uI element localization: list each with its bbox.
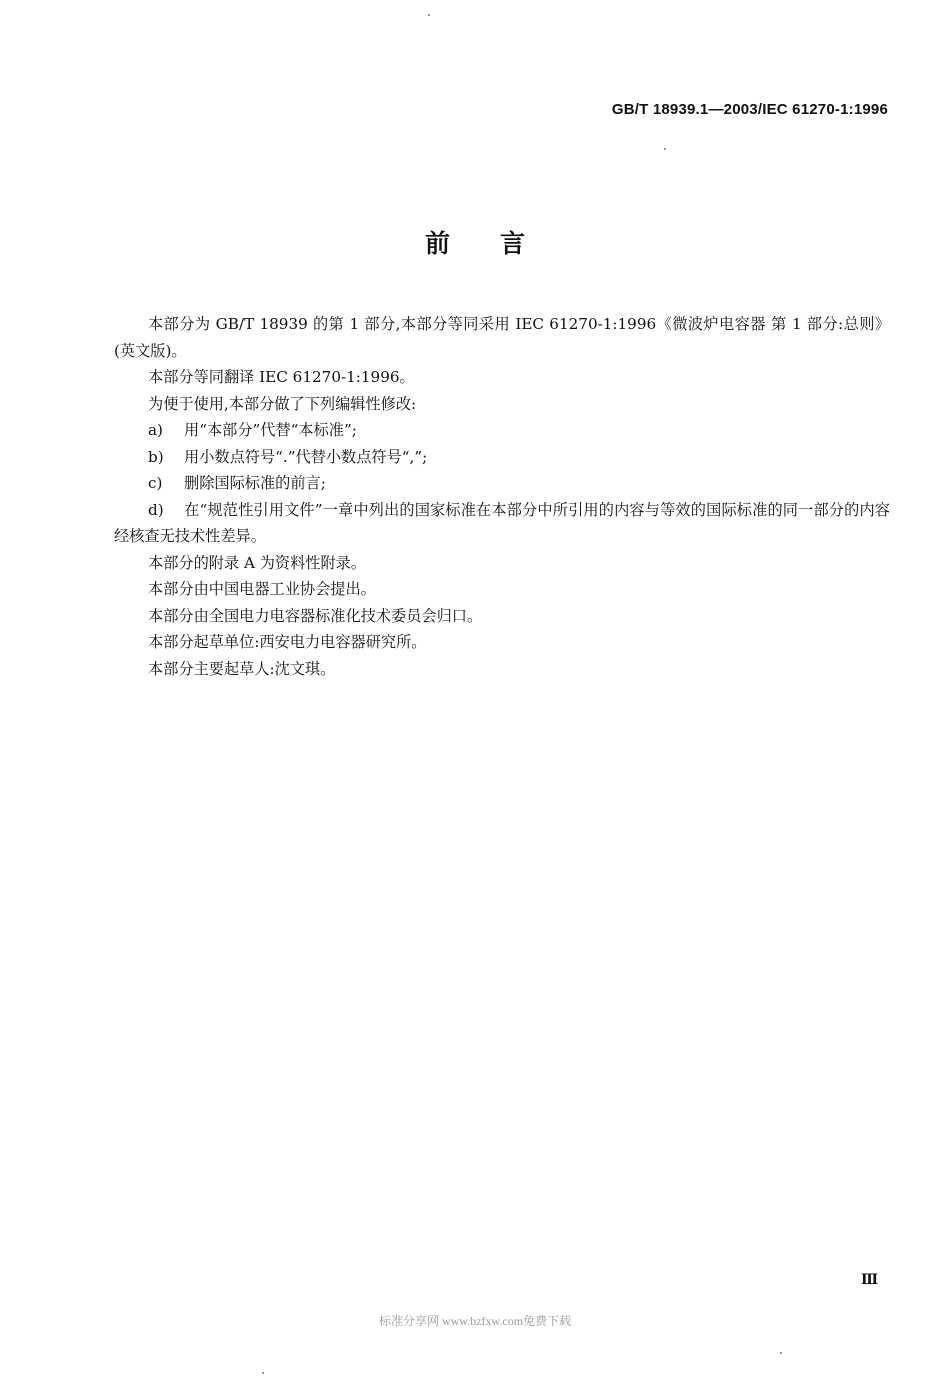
page-number: Ⅲ: [860, 1272, 878, 1288]
list-item-text: 删除国际标准的前言;: [184, 474, 326, 492]
scan-speck: [664, 148, 666, 150]
paragraph-drafting-unit: 本部分起草单位:西安电力电容器研究所。: [148, 633, 427, 651]
standard-number: GB/T 18939.1—2003/IEC 61270-1:1996: [611, 101, 888, 118]
paragraph-annex: 本部分的附录 A 为资料性附录。: [148, 553, 367, 572]
list-item-text: 在“规范性引用文件”一章中列出的国家标准在本部分中所引用的内容与等效的国际标准的同一部分的内容经核查无技术性差异。: [114, 500, 890, 545]
list-item-marker: a): [148, 421, 163, 439]
list-item: [114, 417, 890, 444]
page-title: 前言: [424, 229, 575, 258]
paragraph-scope: 本部分为 GB/T 18939 的第 1 部分,本部分等同采用 IEC 61270-1:1996《微波炉电容器 第 1 部分:总则》(英文版)。: [114, 315, 890, 360]
list-item-text: 用“本部分”代替“本标准”;: [184, 421, 357, 439]
list-item: [114, 444, 890, 471]
list-item-text: 用小数点符号“.”代替小数点符号“,”;: [184, 447, 428, 466]
list-item: [114, 497, 890, 550]
list-item: [114, 470, 890, 497]
list-item-marker: b): [148, 447, 164, 466]
scan-speck: [428, 14, 430, 16]
foreword-body: [114, 311, 890, 682]
scan-speck: [262, 1372, 264, 1374]
paragraph-edit-intro: 为便于使用,本部分做了下列编辑性修改:: [148, 394, 417, 413]
paragraph-translation: 本部分等同翻译 IEC 61270-1:1996。: [148, 368, 415, 386]
paragraph-under-jurisdiction: 本部分由全国电力电容器标准化技术委员会归口。: [148, 606, 483, 625]
watermark: 标准分享网 www.bzfxw.com免费下载: [378, 1314, 572, 1328]
list-item-marker: c): [148, 474, 163, 492]
paragraph-drafters: 本部分主要起草人:沈文琪。: [148, 659, 336, 678]
paragraph-proposed-by: 本部分由中国电器工业协会提出。: [148, 580, 376, 598]
scan-speck: [780, 1352, 782, 1354]
list-item-marker: d): [148, 500, 164, 519]
